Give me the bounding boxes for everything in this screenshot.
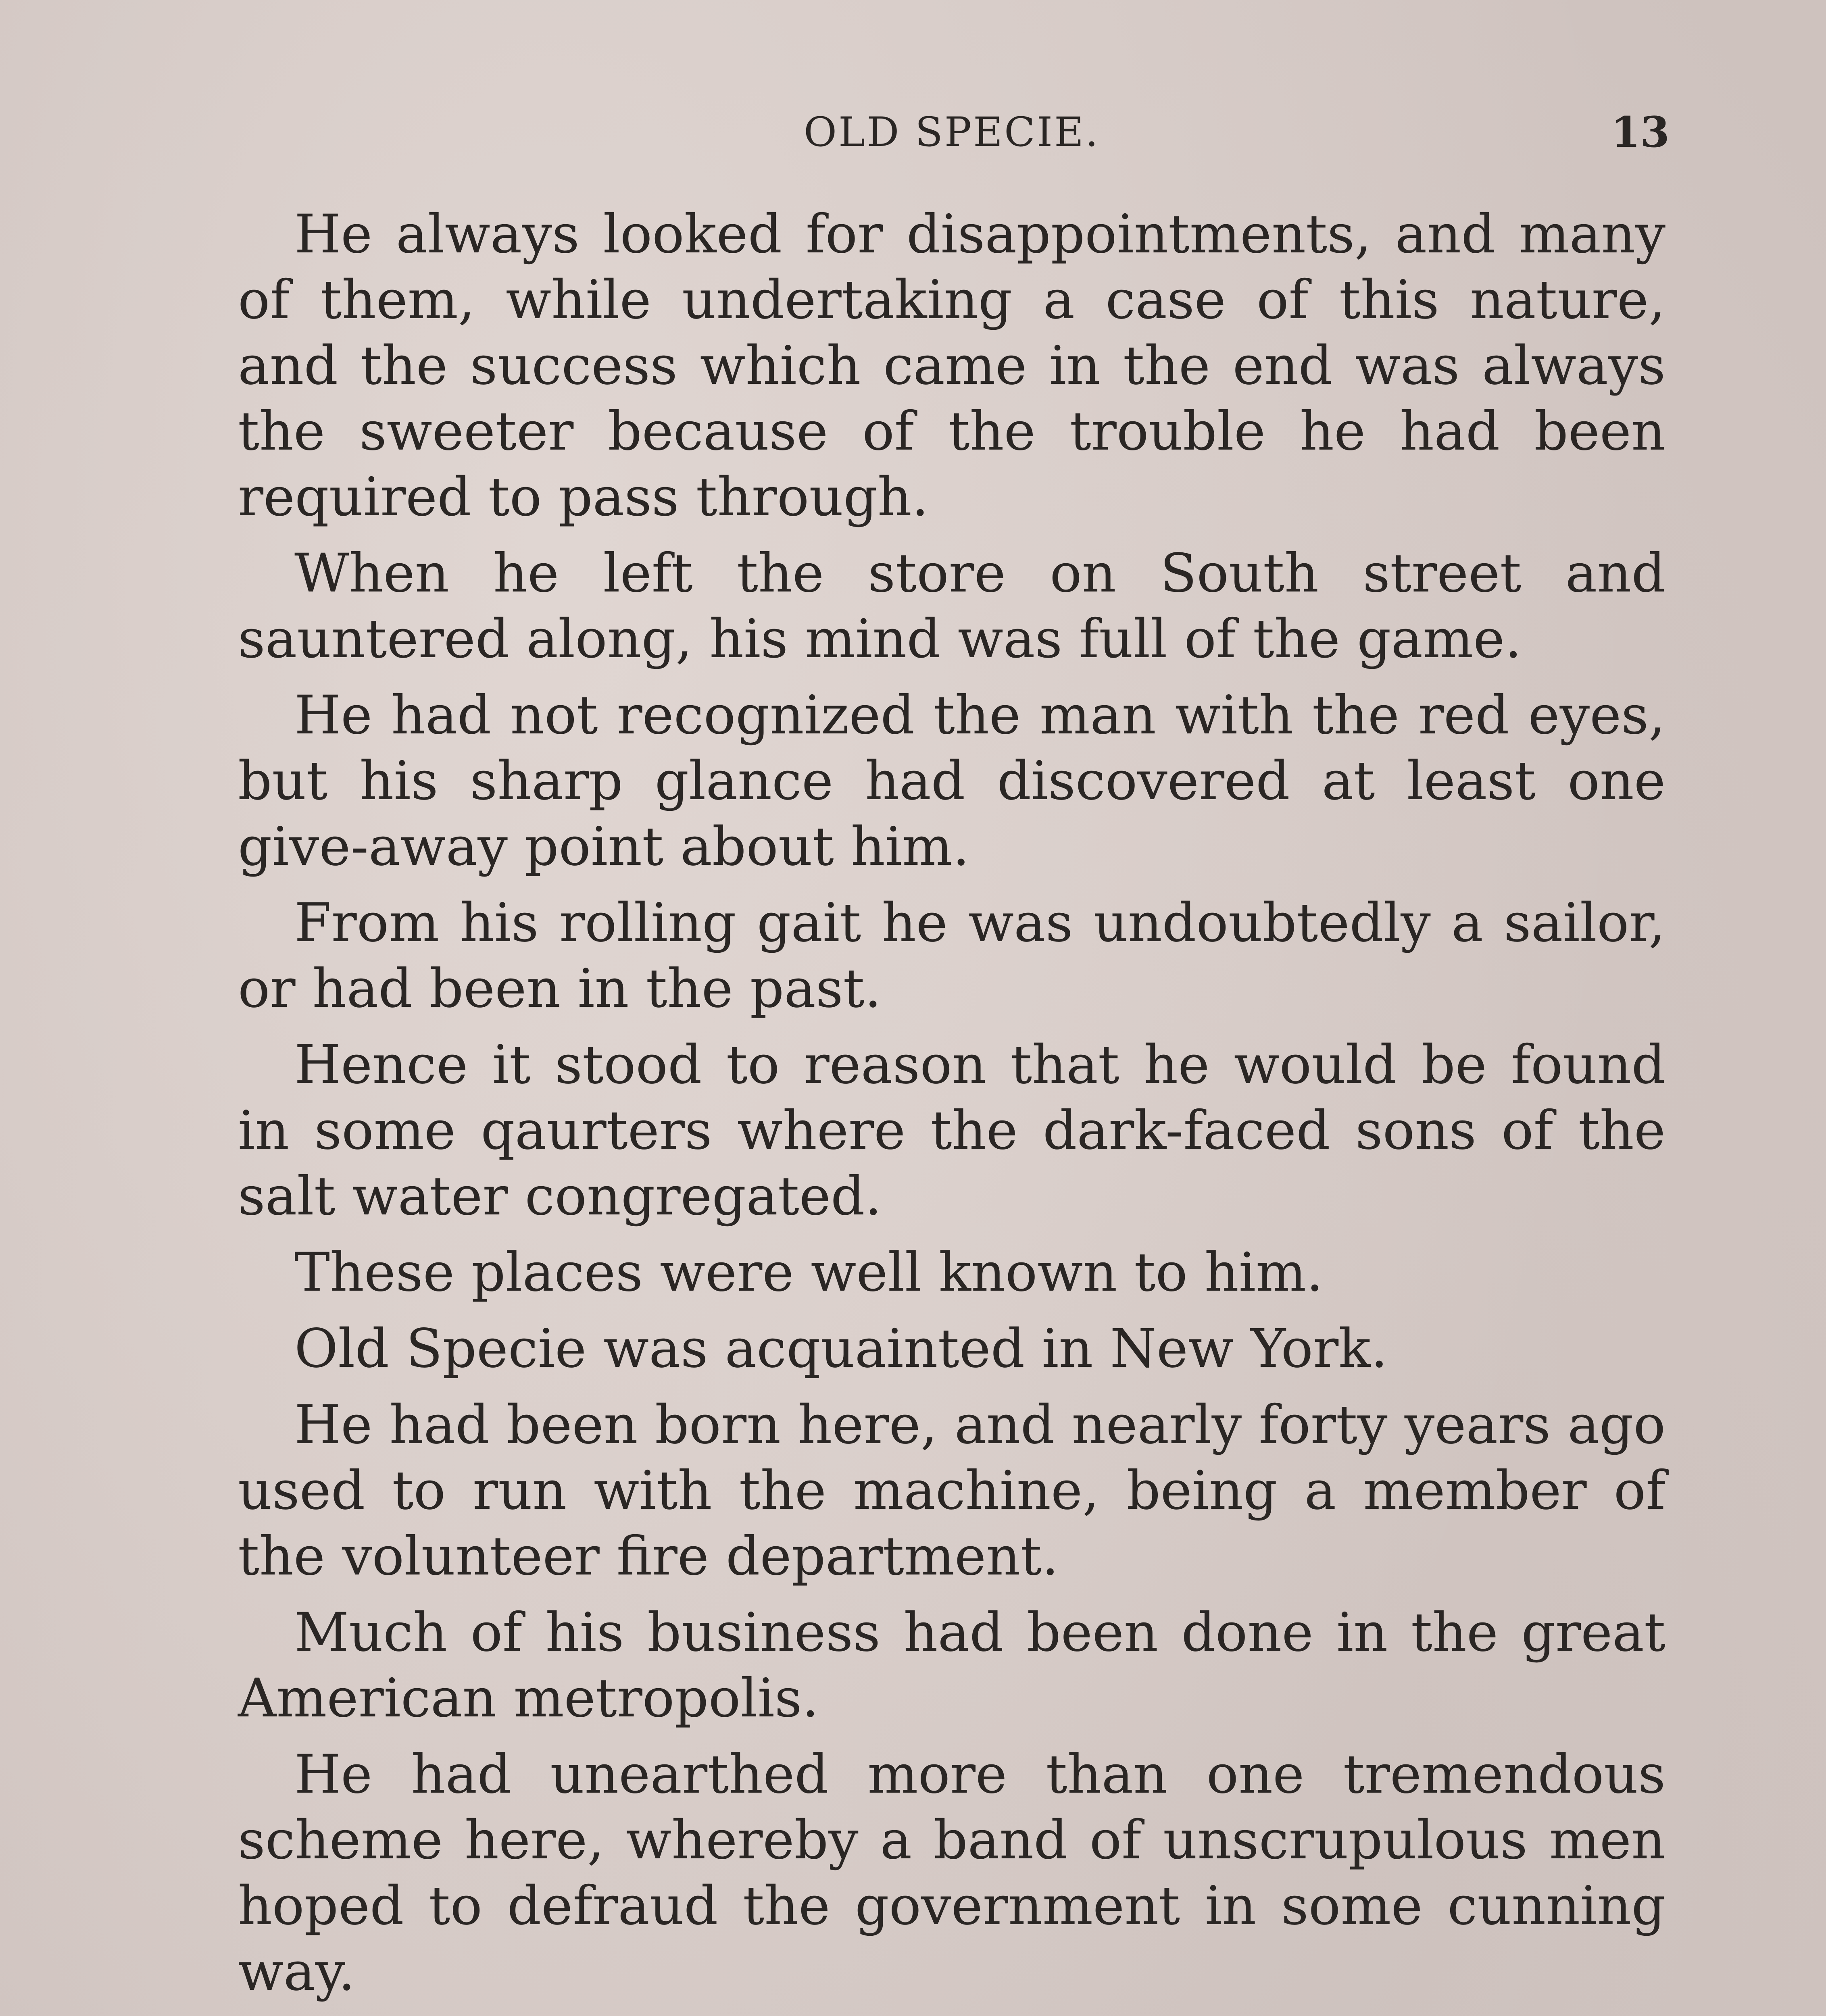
paragraph: When he left the store on South street and sauntered along, his mind was full of the game. — [238, 542, 1665, 670]
page-number: 13 — [1611, 107, 1670, 157]
paragraph: Old Specie was acquainted in New York. — [294, 1318, 1388, 1380]
paragraph: He had unearthed more than one tremendous scheme here, whereby a band of unscrupulous men hoped to defraud the government in some cunning way. — [238, 1743, 1665, 2003]
running-title: OLD SPECIE. — [804, 108, 1100, 156]
paragraph: Much of his business had been done in the great American metropolis. — [238, 1602, 1665, 1729]
paragraph: These places were well known to him. — [294, 1241, 1324, 1304]
paragraph: Hence it stood to reason that he would be found in some qaurters where the dark-faced sons of the salt water congregated. — [238, 1034, 1665, 1227]
body-text — [238, 202, 1665, 2016]
paragraph: He had been born here, and nearly forty years ago used to run with the machine, being a member of the volunteer fire department. — [238, 1394, 1665, 1587]
running-head — [234, 100, 1670, 165]
paragraph: He had not recognized the man with the red eyes, but his sharp glance had discovered at least one give-away point about him. — [238, 684, 1665, 878]
paragraph: From his rolling gait he was undoubtedly a sailor, or had been in the past. — [238, 892, 1665, 1020]
paragraph: He always looked for disappointments, and many of them, while undertaking a case of this nature, and the success which came in the end was always the sweeter because of the trouble he had been required to pass through. — [238, 203, 1665, 528]
